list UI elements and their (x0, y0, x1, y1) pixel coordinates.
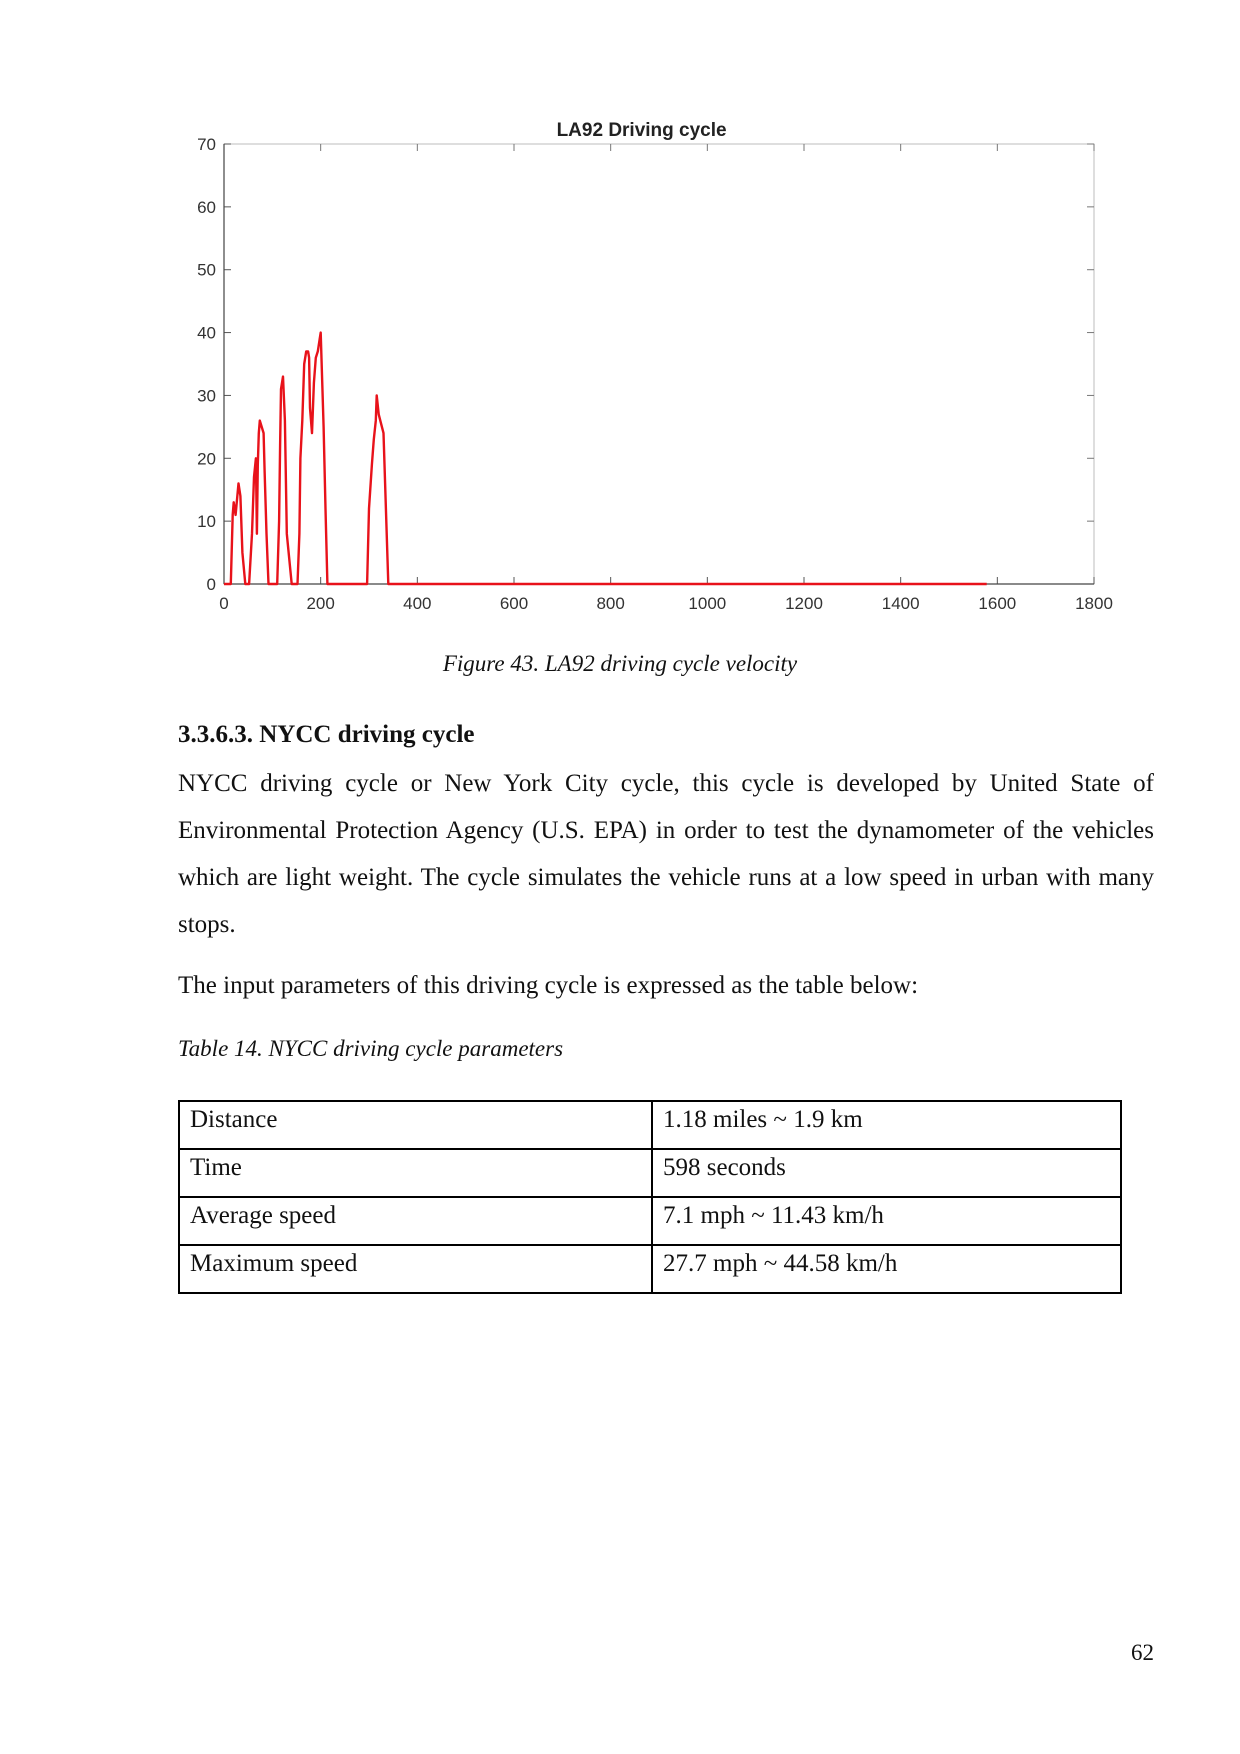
x-tick-label: 800 (596, 594, 625, 613)
y-tick-label: 60 (197, 197, 216, 217)
param-name: Average speed (179, 1197, 652, 1245)
parameters-table (178, 1100, 1122, 1294)
series-line-velocity (224, 333, 987, 584)
y-tick-label: 70 (197, 135, 216, 154)
y-tick-label: 20 (197, 449, 216, 469)
table-row (179, 1101, 1121, 1149)
param-value: 598 seconds (652, 1149, 1121, 1197)
x-tick-label: 1600 (978, 594, 1017, 613)
x-tick-label: 1000 (688, 594, 727, 613)
table-row (179, 1245, 1121, 1293)
param-name: Time (179, 1149, 652, 1197)
y-tick-label: 0 (206, 575, 216, 594)
velocity-chart (170, 108, 1145, 628)
param-name: Maximum speed (179, 1245, 652, 1293)
x-tick-label: 600 (499, 594, 529, 613)
section-heading: 3.3.6.3. NYCC driving cycle (178, 721, 475, 748)
chart-canvas (170, 108, 1145, 628)
param-value: 7.1 mph ~ 11.43 km/h (652, 1197, 1121, 1245)
param-value: 27.7 mph ~ 44.58 km/h (652, 1245, 1121, 1293)
y-tick-label: 10 (197, 512, 216, 532)
page-number: 62 (1131, 1640, 1154, 1665)
param-value: 1.18 miles ~ 1.9 km (652, 1101, 1121, 1149)
table-caption: Table 14. NYCC driving cycle parameters (178, 1036, 564, 1061)
x-tick-label: 1800 (1075, 594, 1113, 613)
paragraph-nycc-description: NYCC driving cycle or New York City cycle, this cycle is developed by United State of Environmental Protection Agency (U.S. EPA) in order to test the dynamometer of the vehicles which are light weight. The cycle simulates the vehicle runs at a low speed in urban with many stops. (178, 770, 1154, 938)
paragraph-table-intro: The input parameters of this driving cycle is expressed as the table below: (178, 972, 919, 999)
x-tick-label: 1400 (881, 594, 920, 613)
param-name: Distance (179, 1101, 652, 1149)
plot-frame (224, 144, 1094, 584)
figure-caption: Figure 43. LA92 driving cycle velocity (442, 651, 798, 676)
x-tick-label: 0 (219, 594, 229, 613)
table-row (179, 1149, 1121, 1197)
table-row (179, 1197, 1121, 1245)
y-tick-label: 40 (197, 323, 216, 343)
y-tick-label: 30 (197, 386, 216, 406)
x-tick-label: 400 (403, 594, 432, 613)
x-tick-label: 1200 (785, 594, 823, 613)
x-tick-label: 200 (306, 594, 335, 613)
chart-title: LA92 Driving cycle (556, 120, 727, 141)
y-tick-label: 50 (197, 260, 216, 280)
